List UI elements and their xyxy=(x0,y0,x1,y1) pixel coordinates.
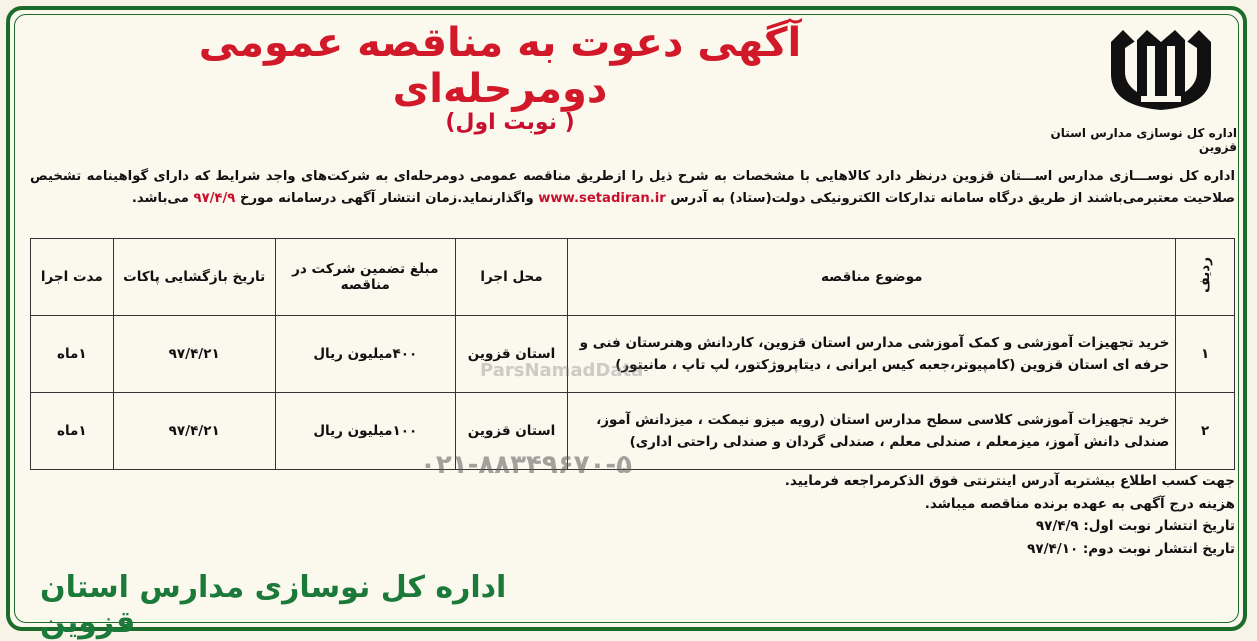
row-guarantee: ۱۰۰میلیون ریال xyxy=(275,393,455,470)
header-guarantee: مبلغ تضمین شرکت در مناقصه xyxy=(275,239,455,316)
row-location: استان قزوین xyxy=(455,316,567,393)
row-opening-date: ۹۷/۴/۲۱ xyxy=(113,393,275,470)
note-first-publish: تاریخ انتشار نوبت اول: ۹۷/۴/۹ xyxy=(1035,518,1235,534)
row-duration: ۱ماه xyxy=(31,316,114,393)
row-guarantee: ۴۰۰میلیون ریال xyxy=(275,316,455,393)
header-radif: ردیف xyxy=(1176,239,1235,316)
watermark-brand: ParsNamadData xyxy=(480,360,644,381)
footer-organization: اداره کل نوسازی مدارس استان قزوین xyxy=(40,570,507,640)
notes-block xyxy=(715,470,1235,560)
row-subject: خرید تجهیزات آموزشی کلاسی سطح مدارس استان (رویه میزو نیمکت ، میزدانش آموز، صندلی دانش آموز، میزمعلم ، صندلی معلم ، صندلی گردان و صندلی راحتی اداری) xyxy=(568,393,1176,470)
row-duration: ۱ماه xyxy=(31,393,114,470)
table-row xyxy=(31,393,1235,470)
intro-text-1: اداره کل نوســـازی مدارس اســـتان قزوین درنظر دارد کالاهایی با مشخصات به شرح ذیل را ازطریق مناقصه عمومی دومرحله‌ای به شرکت‌های واجد شرایط که دارای گواهینامه تشخیص صلاحیت معتبرمی‌باشند از طریق درگاه سامانه تدارکات الکترونیکی دولت(ستاد) به آدرس xyxy=(30,169,1235,206)
header-subject: موضوع مناقصه xyxy=(568,239,1176,316)
header-opening-date: تاریخ بازگشایی پاکات xyxy=(113,239,275,316)
intro-text-2: واگذارنماید.زمان انتشار آگهی درسامانه مورخ xyxy=(239,191,534,206)
table-header-row xyxy=(31,239,1235,316)
row-location: استان قزوین xyxy=(455,393,567,470)
header-duration: مدت اجرا xyxy=(31,239,114,316)
row-radif: ۱ xyxy=(1176,316,1235,393)
note-more-info: جهت کسب اطلاع بیشتربه آدرس اینترنتی فوق الذکرمراجعه فرمایید. xyxy=(784,473,1235,489)
row-subject: خرید تجهیزات آموزشی و کمک آموزشی مدارس استان قزوین، کاردانش وهنرستان فنی و حرفه ای استان قزوین (کامپیوتر،جعبه کیس ایرانی ، دیتاپروژکتور، لپ تاپ ، مانیتور) xyxy=(568,316,1176,393)
note-ad-cost: هزینه درج آگهی به عهده برنده مناقصه میباشد. xyxy=(924,495,1235,512)
intro-text-3: می‌باشد. xyxy=(131,191,189,206)
organization-logo-icon xyxy=(1101,22,1221,114)
row-radif: ۲ xyxy=(1176,393,1235,470)
header-location: محل اجرا xyxy=(455,239,567,316)
row-opening-date: ۹۷/۴/۲۱ xyxy=(113,316,275,393)
intro-paragraph xyxy=(30,166,1235,210)
notice-round: ( نوبت اول) xyxy=(445,110,575,135)
tender-table xyxy=(30,238,1235,470)
publish-date: ۹۷/۴/۹ xyxy=(193,191,236,206)
setad-url-link[interactable]: www.setadiran.ir xyxy=(538,191,666,206)
notice-title: آگهی دعوت به مناقصه عمومی دومرحله‌ای xyxy=(198,20,802,112)
note-second-publish: تاریخ انتشار نوبت دوم: ۹۷/۴/۱۰ xyxy=(1027,540,1235,557)
watermark-phone: ۰۲۱-۸۸۳۴۹۶۷۰-۵ xyxy=(420,450,633,480)
organization-name-small: اداره کل نوسازی مدارس استان قزوین xyxy=(1050,126,1237,154)
